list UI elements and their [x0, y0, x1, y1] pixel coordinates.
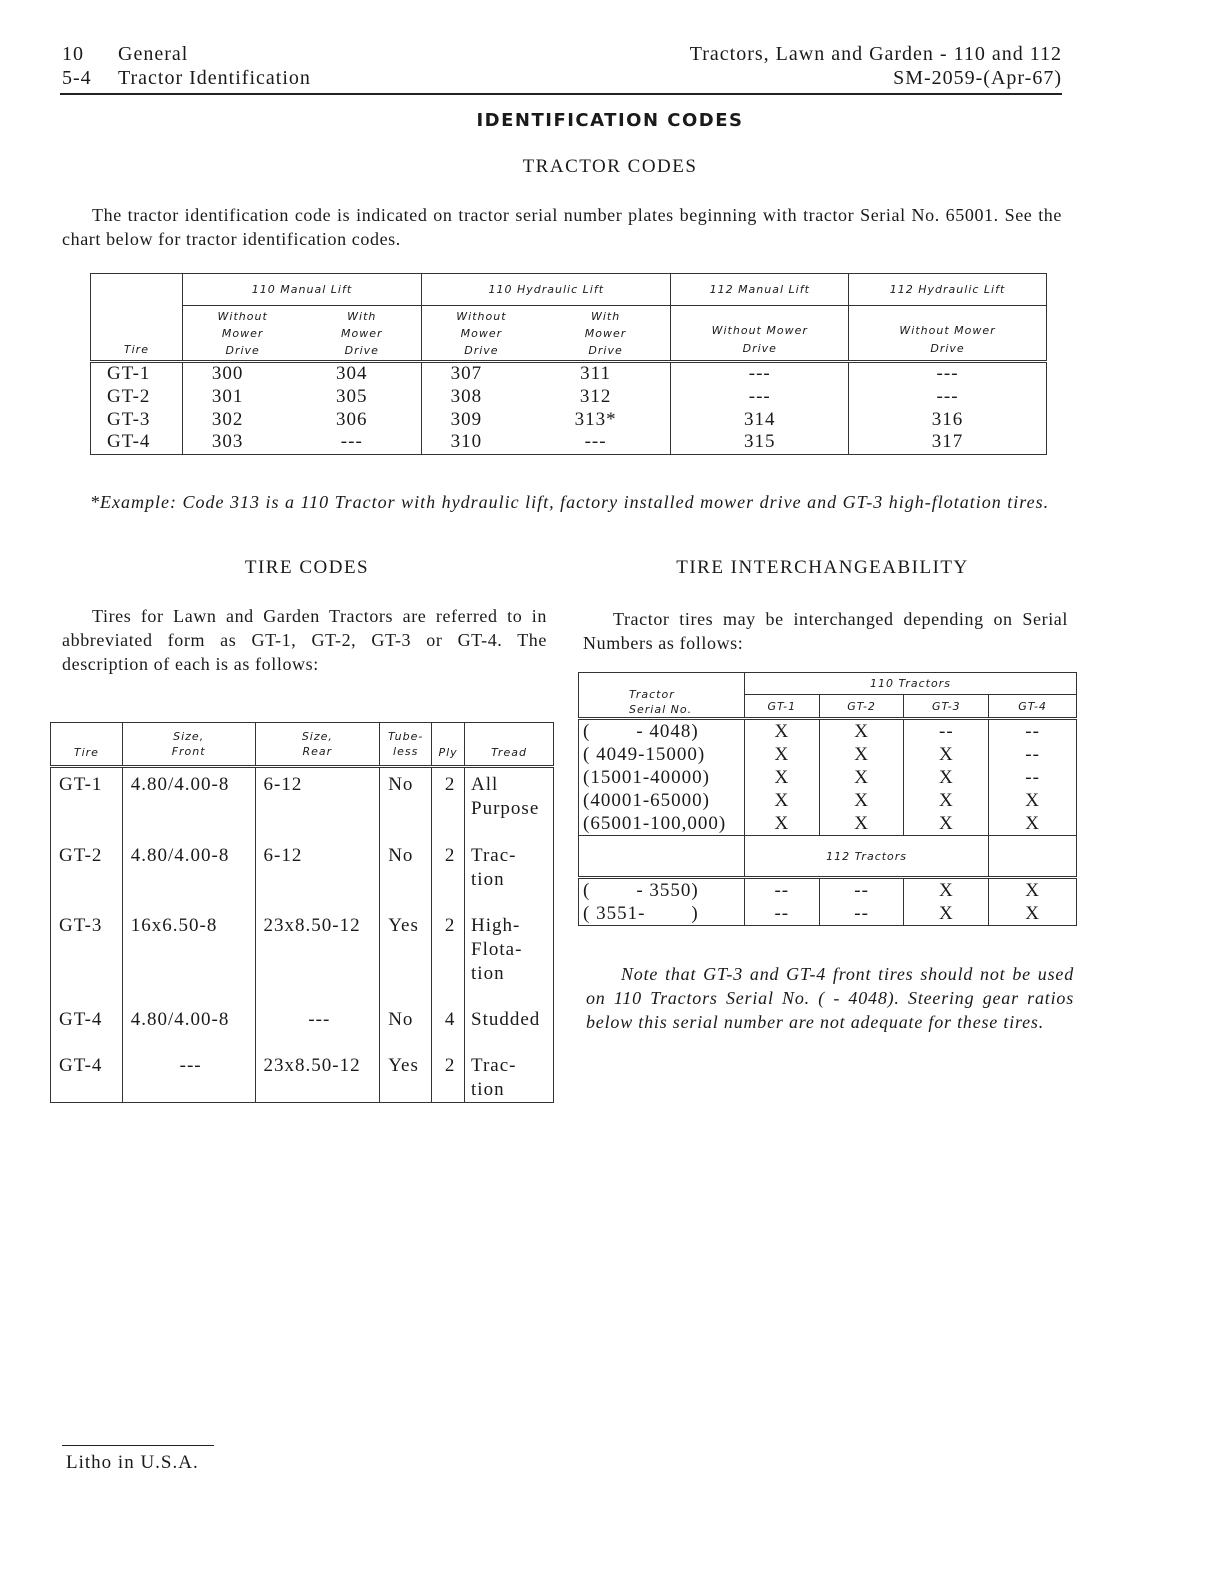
- tire-row: [51, 909, 554, 1003]
- tread-line: tion: [471, 1078, 505, 1100]
- subsection-title: Tractor Identification: [118, 67, 311, 89]
- codes-value-cell: 307: [422, 362, 541, 386]
- tread-line: Flota-: [471, 938, 523, 960]
- codes-value-cell: ---: [671, 362, 849, 386]
- page-number: 10: [62, 43, 84, 65]
- tread-line: tion: [471, 962, 505, 984]
- interchange-value-cell: X: [744, 743, 819, 766]
- manual-title: Tractors, Lawn and Garden - 110 and 112: [689, 43, 1062, 65]
- interchange-value-cell: --: [989, 766, 1077, 789]
- ply-cell: 4: [432, 1003, 465, 1049]
- ichg-col-gt2: GT-2: [819, 695, 904, 719]
- codes-value-cell: ---: [302, 431, 421, 454]
- tire-col-header: Tire: [51, 723, 123, 767]
- sub-112-hydraulic: Without Mower Drive: [849, 306, 1047, 362]
- interchange-value-cell: X: [819, 812, 904, 836]
- interchange-value-cell: X: [989, 812, 1077, 836]
- interchange-value-cell: X: [819, 719, 904, 744]
- codes-tire-cell: GT-2: [91, 385, 183, 408]
- tire-row: [51, 767, 554, 839]
- interchange-value-cell: --: [989, 743, 1077, 766]
- codes-row: [91, 385, 1047, 408]
- size-rear-header: Size, Rear: [255, 723, 380, 767]
- front-size-cell: 16x6.50-8: [122, 909, 255, 1003]
- codes-value-cell: ---: [541, 431, 671, 454]
- codes-value-cell: 311: [541, 362, 671, 386]
- tractor-codes-table: [90, 273, 1047, 455]
- tread-cell: [465, 1049, 554, 1103]
- interchange-value-cell: X: [904, 878, 989, 903]
- interchange-value-cell: X: [819, 766, 904, 789]
- codes-tire-cell: GT-3: [91, 408, 183, 431]
- codes-value-cell: 308: [422, 385, 541, 408]
- interchange-value-cell: X: [904, 789, 989, 812]
- ichg-group-row: [579, 673, 1077, 695]
- interchange-row: [579, 812, 1077, 836]
- sub-112-manual: Without Mower Drive: [671, 306, 849, 362]
- codes-value-cell: 314: [671, 408, 849, 431]
- size-front-header: Size, Front: [122, 723, 255, 767]
- codes-tire-cell: GT-1: [91, 362, 183, 386]
- serial-cell: ( 3551- ): [579, 902, 745, 926]
- serial-cell: (65001-100,000): [579, 812, 745, 836]
- codes-value-cell: 310: [422, 431, 541, 454]
- tire-codes-title: TIRE CODES: [244, 557, 370, 578]
- tread-line: tion: [471, 868, 505, 890]
- identification-title: IDENTIFICATION CODES: [476, 110, 744, 131]
- ichg-112-group-row: [579, 836, 1077, 878]
- codes-row: [91, 408, 1047, 431]
- header-rule: [60, 93, 1062, 95]
- group-110-manual: 110 Manual Lift: [182, 274, 421, 306]
- codes-value-cell: 301: [182, 385, 302, 408]
- tread-line: High-: [471, 914, 521, 936]
- tubeless-cell: Yes: [380, 909, 432, 1003]
- interchange-value-cell: X: [819, 743, 904, 766]
- interchange-value-cell: --: [744, 902, 819, 926]
- tread-line: Purpose: [471, 798, 540, 819]
- interchange-value-cell: X: [744, 719, 819, 744]
- group-110-hydraulic: 110 Hydraulic Lift: [422, 274, 671, 306]
- interchange-value-cell: X: [904, 766, 989, 789]
- serial-cell: (40001-65000): [579, 789, 745, 812]
- section-number: 5-4: [62, 67, 92, 89]
- tubeless-cell: Yes: [380, 1049, 432, 1103]
- codes-value-cell: 315: [671, 431, 849, 454]
- interchange-intro: Tractor tires may be interchanged depending on Serial Numbers as follows:: [583, 609, 1068, 653]
- tire-cell: GT-4: [51, 1003, 123, 1049]
- tire-cell: GT-1: [51, 767, 123, 839]
- group-110-tractors: 110 Tractors: [744, 673, 1076, 695]
- tubeless-cell: No: [380, 839, 432, 909]
- ply-cell: 2: [432, 767, 465, 839]
- group-112-hydraulic: 112 Hydraulic Lift: [849, 274, 1047, 306]
- front-size-cell: ---: [122, 1049, 255, 1103]
- serial-cell: ( - 4048): [579, 719, 745, 744]
- interchange-value-cell: X: [904, 743, 989, 766]
- codes-value-cell: ---: [849, 385, 1047, 408]
- rear-size-cell: ---: [255, 1003, 380, 1049]
- codes-value-cell: 309: [422, 408, 541, 431]
- serial-cell: ( - 3550): [579, 878, 745, 903]
- tread-line: Trac-: [471, 1054, 517, 1076]
- interchange-value-cell: --: [989, 719, 1077, 744]
- codes-value-cell: 304: [302, 362, 421, 386]
- manual-code: SM-2059-(Apr-67): [893, 67, 1062, 89]
- front-size-cell: 4.80/4.00-8: [122, 839, 255, 909]
- group-112-tractors: 112 Tractors: [744, 836, 988, 878]
- ichg-col-gt4: GT-4: [989, 695, 1077, 719]
- ply-header: Ply: [432, 723, 465, 767]
- interchange-value-cell: X: [989, 878, 1077, 903]
- group-112-manual: 112 Manual Lift: [671, 274, 849, 306]
- sub-with-mower-2: With Mower Drive: [541, 306, 671, 362]
- codes-value-cell: 303: [182, 431, 302, 454]
- ply-cell: 2: [432, 839, 465, 909]
- sub-without-mower-1: Without Mower Drive: [182, 306, 302, 362]
- tread-cell: [465, 1003, 554, 1049]
- tire-cell: GT-3: [51, 909, 123, 1003]
- codes-sub-header-row: [91, 306, 1047, 362]
- tire-codes-intro: Tires for Lawn and Garden Tractors are referred to in abbreviated form as GT-1, GT-2, GT-3 or GT-4. The description of each is as follows:: [62, 606, 547, 674]
- tire-row: [51, 1003, 554, 1049]
- codes-tire-header: Tire: [91, 274, 183, 362]
- tire-row: [51, 1049, 554, 1103]
- interchange-value-cell: --: [819, 878, 904, 903]
- interchange-row: [579, 743, 1077, 766]
- tread-line: Trac-: [471, 844, 517, 866]
- ichg-col-gt3: GT-3: [904, 695, 989, 719]
- tire-cell: GT-2: [51, 839, 123, 909]
- tubeless-header: Tube- less: [380, 723, 432, 767]
- example-note: *Example: Code 313 is a 110 Tractor with hydraulic lift, factory installed mower drive and GT-3 high-flotation tires.: [90, 492, 1050, 512]
- codes-row: [91, 362, 1047, 386]
- interchange-note: Note that GT-3 and GT-4 front tires should not be used on 110 Tractors Serial No. ( - 4048). Steering gear ratios below this serial number are not adequate for these tires.: [586, 964, 1074, 1032]
- interchange-value-cell: X: [989, 789, 1077, 812]
- tubeless-cell: No: [380, 767, 432, 839]
- rear-size-cell: 6-12: [255, 839, 380, 909]
- front-size-cell: 4.80/4.00-8: [122, 767, 255, 839]
- rear-size-cell: 23x8.50-12: [255, 909, 380, 1003]
- tread-cell: [465, 767, 554, 839]
- interchange-row: [579, 719, 1077, 744]
- ply-cell: 2: [432, 909, 465, 1003]
- codes-value-cell: ---: [671, 385, 849, 408]
- codes-value-cell: 312: [541, 385, 671, 408]
- sub-without-mower-2: Without Mower Drive: [422, 306, 541, 362]
- interchange-row: [579, 878, 1077, 903]
- interchange-value-cell: X: [989, 902, 1077, 926]
- tread-line: All: [471, 774, 499, 795]
- tread-cell: [465, 839, 554, 909]
- interchange-value-cell: X: [819, 789, 904, 812]
- codes-value-cell: 316: [849, 408, 1047, 431]
- codes-value-cell: 305: [302, 385, 421, 408]
- interchange-value-cell: --: [904, 719, 989, 744]
- tread-line: Studded: [471, 1008, 541, 1030]
- codes-value-cell: 306: [302, 408, 421, 431]
- codes-value-cell: ---: [849, 362, 1047, 386]
- tubeless-cell: No: [380, 1003, 432, 1049]
- interchange-value-cell: --: [819, 902, 904, 926]
- interchange-value-cell: X: [904, 812, 989, 836]
- codes-value-cell: 300: [182, 362, 302, 386]
- tire-row: [51, 839, 554, 909]
- litho-footer: Litho in U.S.A.: [66, 1452, 199, 1473]
- footer-rule: [62, 1445, 214, 1446]
- tire-header-row: [51, 723, 554, 767]
- interchange-value-cell: X: [744, 812, 819, 836]
- section-title: General: [118, 43, 189, 65]
- interchange-value-cell: X: [904, 902, 989, 926]
- tread-header: Tread: [465, 723, 554, 767]
- serial-header: Tractor Serial No.: [579, 673, 745, 719]
- interchange-row: [579, 902, 1077, 926]
- interchange-value-cell: X: [744, 789, 819, 812]
- tire-cell: GT-4: [51, 1049, 123, 1103]
- ichg-col-gt1: GT-1: [744, 695, 819, 719]
- serial-cell: (15001-40000): [579, 766, 745, 789]
- codes-value-cell: 302: [182, 408, 302, 431]
- rear-size-cell: 6-12: [255, 767, 380, 839]
- rear-size-cell: 23x8.50-12: [255, 1049, 380, 1103]
- codes-value-cell: 317: [849, 431, 1047, 454]
- serial-cell: ( 4049-15000): [579, 743, 745, 766]
- interchange-title: TIRE INTERCHANGEABILITY: [676, 557, 969, 578]
- codes-row: [91, 431, 1047, 454]
- codes-tire-cell: GT-4: [91, 431, 183, 454]
- tread-cell: [465, 909, 554, 1003]
- sub-with-mower-1: With Mower Drive: [302, 306, 421, 362]
- identification-intro: The tractor identification code is indicated on tractor serial number plates beginning with tractor Serial No. 65001. See the chart below for tractor identification codes.: [62, 205, 1062, 249]
- codes-value-cell: 313*: [541, 408, 671, 431]
- interchange-row: [579, 766, 1077, 789]
- tractor-codes-title: TRACTOR CODES: [522, 156, 698, 177]
- interchange-table: [578, 672, 1077, 926]
- interchange-row: [579, 789, 1077, 812]
- interchange-value-cell: X: [744, 766, 819, 789]
- front-size-cell: 4.80/4.00-8: [122, 1003, 255, 1049]
- interchange-value-cell: --: [744, 878, 819, 903]
- ply-cell: 2: [432, 1049, 465, 1103]
- codes-group-header-row: [91, 274, 1047, 306]
- tire-codes-table: [50, 722, 554, 1103]
